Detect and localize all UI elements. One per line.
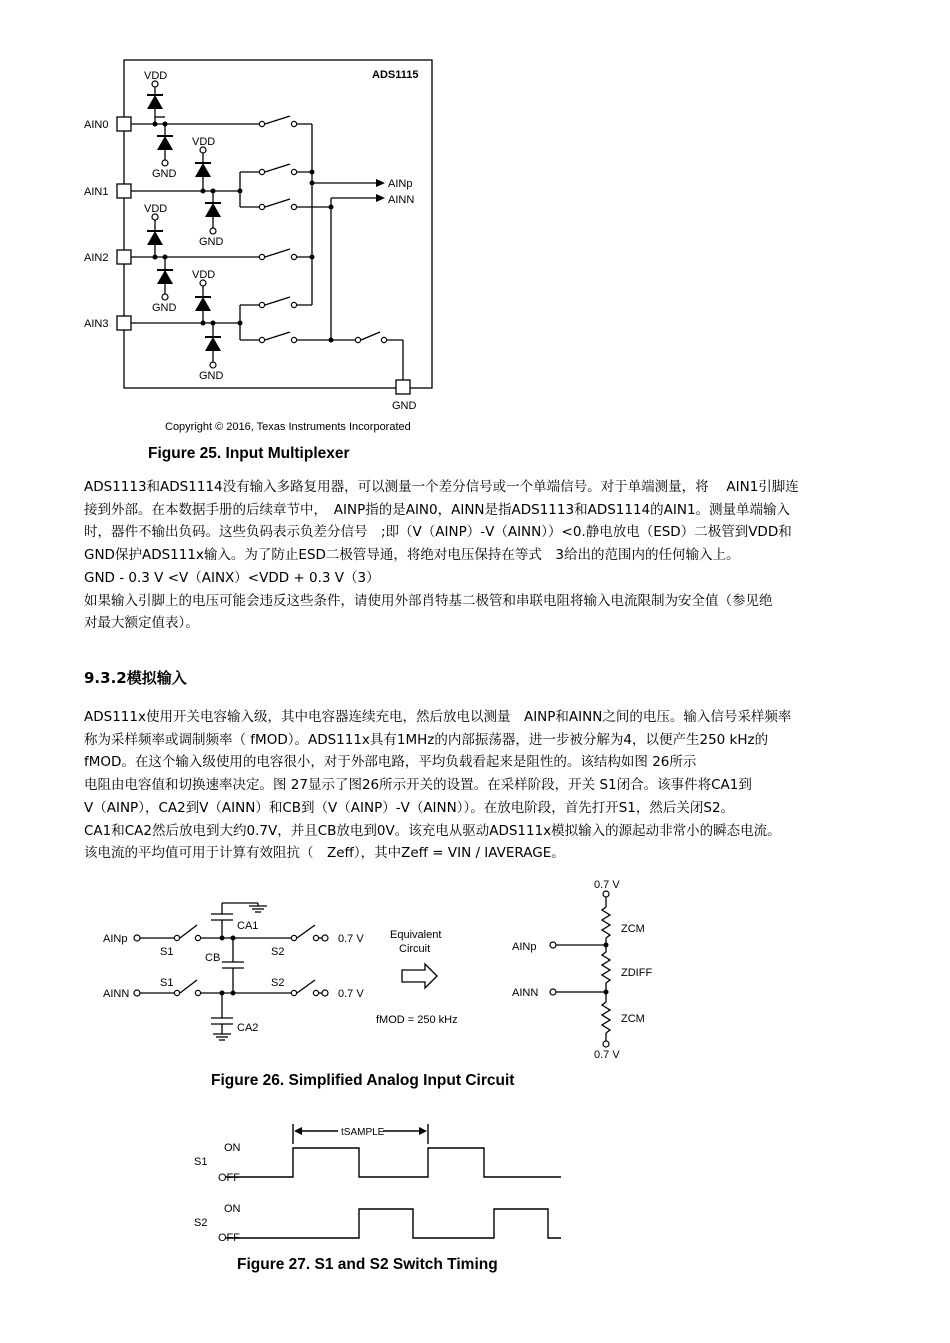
equivalent-label: Equivalent bbox=[390, 929, 442, 941]
v07-top-label: 0.7 V bbox=[594, 879, 620, 891]
figure-26-caption: Figure 26. Simplified Analog Input Circuit bbox=[211, 1072, 515, 1089]
ainp-output-label: AINp bbox=[388, 178, 413, 190]
figure-25-input-multiplexer bbox=[0, 0, 950, 440]
paragraph-input-protection bbox=[84, 476, 874, 635]
ainn-output-label: AINN bbox=[388, 194, 415, 206]
s1-label: S1 bbox=[160, 946, 174, 958]
v07-label: 0.7 V bbox=[338, 988, 364, 1000]
text-line: 称为采样频率或调制频率（ fMOD）。ADS111x具有1MHz的内部振荡器，进一步被分解为4，以便产生250 kHz的 bbox=[84, 731, 769, 748]
zcm-label: ZCM bbox=[621, 1013, 645, 1025]
s1-label: S1 bbox=[160, 977, 174, 989]
on-label: ON bbox=[224, 1142, 241, 1154]
on-label: ON bbox=[224, 1203, 241, 1215]
figure-27-caption: Figure 27. S1 and S2 Switch Timing bbox=[237, 1256, 498, 1273]
v07-label: 0.7 V bbox=[338, 933, 364, 945]
vdd-label: VDD bbox=[144, 70, 168, 82]
text-line: 接到外部。在本数据手册的后续章节中， AINP指的是AIN0，AINN是指ADS1113和ADS1114的AIN1。测量单端输入 bbox=[84, 501, 791, 518]
text-line: 该电流的平均值可用于计算有效阻抗（ Zeff），其中Zeff = VIN / IAVERAGE。 bbox=[84, 845, 565, 862]
text-line: GND保护ADS111x输入。为了防止ESD二极管导通，将绝对电压保持在等式 3给出的范围内的任何输入上。 bbox=[84, 547, 740, 564]
pin-ain1: AIN1 bbox=[84, 186, 109, 198]
text-line: 如果输入引脚上的电压可能会违反这些条件，请使用外部肖特基二极管和串联电阻将输入电流限制为安全值（参见绝 bbox=[84, 592, 773, 609]
gnd-label: GND bbox=[152, 302, 177, 314]
text-line: ADS111x使用开关电容输入级，其中电容器连续充电，然后放电以测量 AINP和AINN之间的电压。输入信号采样频率 bbox=[84, 709, 792, 725]
s2-label: S2 bbox=[271, 977, 285, 989]
vdd-label: VDD bbox=[192, 136, 216, 148]
figure-27-switch-timing bbox=[0, 1110, 950, 1260]
zdiff-label: ZDIFF bbox=[621, 967, 653, 979]
paragraph-analog-input bbox=[84, 706, 874, 865]
s2-label: S2 bbox=[194, 1217, 208, 1229]
copyright-text: Copyright © 2016, Texas Instruments Incorporated bbox=[165, 421, 411, 433]
off-label: OFF bbox=[218, 1232, 240, 1244]
chip-gnd-label: GND bbox=[392, 400, 417, 412]
ainn-input-label: AINN bbox=[103, 988, 130, 1000]
figure-25-caption: Figure 25. Input Multiplexer bbox=[148, 445, 350, 462]
pin-ain0: AIN0 bbox=[84, 119, 109, 131]
zcm-label: ZCM bbox=[621, 923, 645, 935]
text-line: CA1和CA2然后放电到大约0.7V，并且CB放电到0V。该充电从驱动ADS111x模拟输入的源起动非常小的瞬态电流。 bbox=[84, 822, 781, 839]
ca1-label: CA1 bbox=[237, 920, 259, 932]
vdd-label: VDD bbox=[144, 203, 168, 215]
cb-label: CB bbox=[205, 952, 221, 964]
gnd-label: GND bbox=[199, 370, 224, 382]
ainp-input-label: AINp bbox=[103, 933, 128, 945]
text-line: 对最大额定值表）。 bbox=[84, 615, 199, 632]
ainp-label: AINp bbox=[512, 941, 537, 953]
pin-ain2: AIN2 bbox=[84, 252, 109, 264]
text-line: ADS1113和ADS1114没有输入多路复用器，可以测量一个差分信号或一个单端信号。对于单端测量，将 AIN1引脚连 bbox=[84, 479, 799, 495]
fmod-label: fMOD = 250 kHz bbox=[376, 1014, 458, 1026]
pin-ain3: AIN3 bbox=[84, 318, 109, 330]
off-label: OFF bbox=[218, 1172, 240, 1184]
text-line: V（AINP），CA2到V（AINN）和CB到（V（AINP）-V（AINN））。在放电阶段，首先打开S1，然后关闭S2。 bbox=[84, 799, 735, 816]
text-line: GND - 0.3 V <V（AINX）<VDD + 0.3 V（3） bbox=[84, 569, 380, 586]
ainn-label: AINN bbox=[512, 987, 539, 999]
gnd-label: GND bbox=[199, 236, 224, 248]
text-line: 时，器件不输出负码。这些负码表示负差分信号 ;即（V（AINP）-V（AINN））<0.静电放电（ESD）二极管到VDD和 bbox=[84, 524, 792, 541]
vdd-label: VDD bbox=[192, 269, 216, 281]
section-heading: 9.3.2模拟输入 bbox=[84, 669, 187, 687]
circuit-label: Circuit bbox=[399, 943, 431, 955]
text-line: 电阻由电容值和切换速率决定。图 27显示了图26所示开关的设置。在采样阶段，开关 S1闭合。该事件将CA1到 bbox=[84, 777, 752, 794]
tsample-label: tSAMPLE bbox=[341, 1127, 385, 1138]
s1-label: S1 bbox=[194, 1156, 208, 1168]
s2-label: S2 bbox=[271, 946, 285, 958]
ca2-label: CA2 bbox=[237, 1022, 259, 1034]
gnd-label: GND bbox=[152, 168, 177, 180]
chip-label: ADS1115 bbox=[372, 69, 419, 81]
text-line: fMOD。在这个输入级使用的电容很小，对于外部电路，平均负载看起来是阻性的。该结构如图 26所示 bbox=[84, 754, 697, 771]
v07-bottom-label: 0.7 V bbox=[594, 1049, 620, 1061]
figure-26-analog-input-circuit bbox=[0, 870, 950, 1070]
